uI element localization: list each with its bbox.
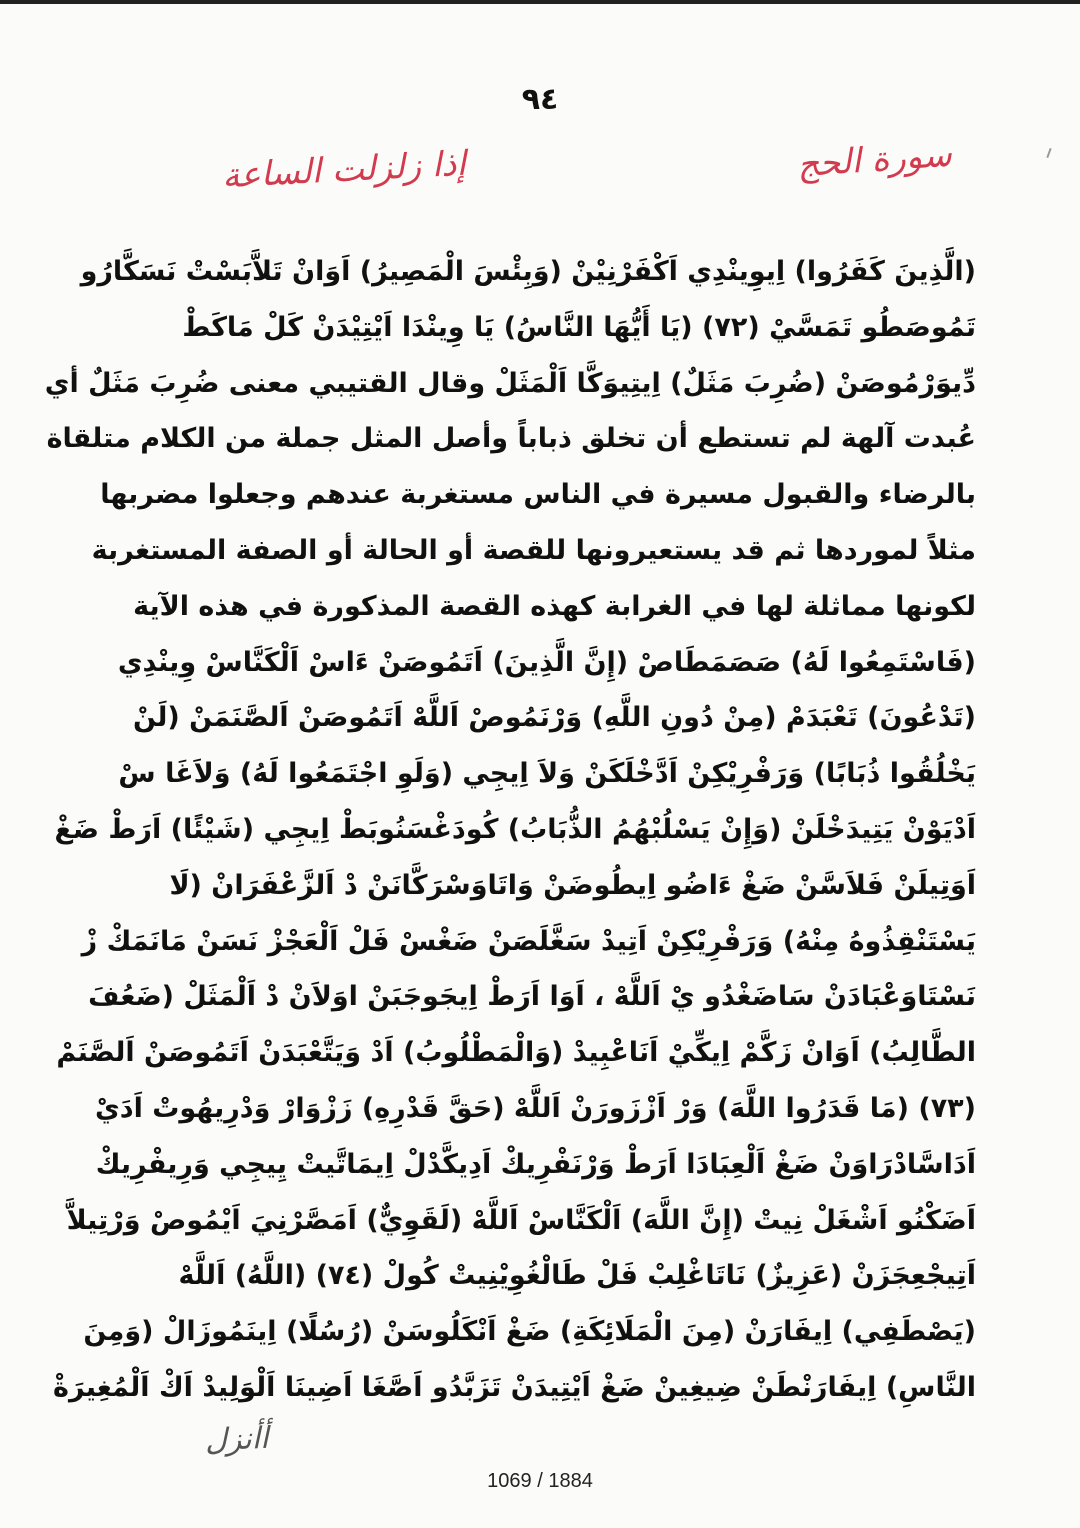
text-line: اَضَكْنُو اَشْغَلْ نِيتْ (إِنَّ اللَّهَ) اَلْكَنَّاسْ اَللَّهْ (لَقَوِيٌّ) اَمَصَّرْنِيَ اَيْمُوصْ وَرْتِيلاَّ [66, 1204, 976, 1236]
handwritten-surah-title: سورة الحج [795, 134, 954, 186]
text-line: لكونها مماثلة لها في الغرابة كهذه القصة المذكورة في هذه الآية [133, 590, 976, 622]
margin-mark [1046, 148, 1051, 158]
text-line: نَسْتَاوَعْبَادَنْ سَاضَغْدُو يْ اَللَّهْ ، اَوَا اَرَطْ اِيجَوجَبَنْ اوَلاَنْ دْ اَلْمَثَلْ (ضَعُفَ [88, 981, 976, 1013]
text-line: اَدْيَوْنْ يَتِيدَخْلَنْ (وَإِنْ يَسْلُبْهُمُ الذُّبَابُ) كُودَغْسَنُوبَطْ اِيجِي (شَيْئًا) اَرَطْ ضَغْ [54, 813, 976, 845]
text-line: اَوَتِيلَنْ فَلاَسَّنْ ضَغْ ءَاضُو اِيطُوضَنْ وَاتَاوَسْرَكَّانَنْ دْ اَلزَّعْفَرَانْ (لَا [169, 869, 976, 901]
text-line: بالرضاء والقبول مسيرة في الناس مستغربة عندهم وجعلوا مضربها [100, 479, 976, 511]
scan-right-edge [1070, 0, 1080, 2]
text-line: دِّيوَرْمُوصَنْ (ضُرِبَ مَثَلٌ) اِيتِيوَكَّا اَلْمَثَلْ وقال القتيبي معنى ضُرِبَ مَثَلٌ أي [44, 367, 976, 399]
text-line: الطَّالِبُ) اَوَانْ زَكَّمْ اِيكِّيْ اَنَاعْبِيدْ (وَالْمَطْلُوبُ) اَدْ وَيَتَّعْبَدَنْ اَتَمُوصَنْ اَلصَّنَمْ [56, 1037, 976, 1069]
text-line: اَتِيجْعِجَزَنْ (عَزِيزٌ) نَاتَاغْلِبْ فَلْ طَالْغُوِيْنِيتْ كُولْ (٧٤) (اللَّهُ) اَللَّهْ [178, 1260, 976, 1292]
text-line: (الَّذِينَ كَفَرُوا) اِيوِينْدِي اَكْفَرْنِيْنْ (وَبِئْسَ الْمَصِيرُ) اَوَانْ تَلاَّبَسْتْ نَسَكَّارُو [80, 256, 976, 287]
body-text [44, 244, 976, 1416]
text-line: عُبدت آلهة لم تستطع أن تخلق ذباباً وأصل المثل جملة من الكلام متلقاة [46, 423, 976, 455]
text-line: النَّاسِ) اِيفَارَنْطَنْ ضِيغِينْ ضَغْ اَيْتِيدَنْ تَزَبَّدُو اَصَّغَا اَضِينَا اَلْوَلِيدْ اَكْ اَلْمُغِيرَةْ [53, 1371, 976, 1403]
text-line: تَمُوصَطُو تَمَسَّيْ (٧٢) (يَا أَيُّهَا النَّاسُ) يَا وِينْدَا اَيْتِيْدَنْ كَلْ مَاكَطْ [182, 311, 976, 343]
text-line: (٧٣) (مَا قَدَرُوا اللَّهَ) وَرْ اَزْزَورَنْ اَللَّهْ (حَقَّ قَدْرِهِ) زَزْوَارْ وَدْرِيهُوتْ اَدَيْ [94, 1092, 976, 1124]
page-number: ٩٤ [521, 82, 559, 117]
page-counter: 1069 / 1884 [487, 1470, 593, 1492]
text-line: يَخْلُقُوا ذُبَابًا) وَرَفْرِيْكِنْ اَدَّخْلَكَنْ وَلاَ اِيجِي (وَلَوِ اجْتَمَعُوا لَهُ) وَلاَغَا سْ [118, 758, 976, 790]
text-line: يَسْتَنْقِذُوهُ مِنْهُ) وَرَفْرِيْكِنْ اَتِيدْ سَغَّلَصَنْ ضَغْسْ فَلْ اَلْعَجْزْ نَسَنْ مَانَمَكْ زْ [81, 925, 976, 957]
text-line: (يَصْطَفِي) اِيفَارَنْ (مِنَ الْمَلَائِكَةِ) ضَغْ اَنْكَلُوسَنْ (رُسُلًا) اِينَمُوزَالْ (وَمِنَ [83, 1316, 976, 1348]
scan-top-edge [0, 0, 1080, 4]
handwritten-section-title: إذا زلزلت الساعة [221, 143, 467, 197]
text-line: مثلاً لموردها ثم قد يستعيرونها للقصة أو الحالة أو الصفة المستغربة [91, 534, 976, 566]
text-line: (تَدْعُونَ) تَعْبَدَمْ (مِنْ دُونِ اللَّهِ) وَرْنَمُوصْ اَللَّهْ اَتَمُوصَنْ اَلصَّنَمَنْ (لَنْ [133, 702, 976, 734]
text-line: اَدَاسَّادْرَاوَنْ ضَغْ اَلْعِبَادَا اَرَطْ وَرْنَفْرِيكْ اَدِيكَّدْلْ اِيمَاتَّيتْ يِيجِي وَرِيفْرِيكْ [95, 1148, 976, 1180]
handwritten-catchword: أأنزل [204, 1420, 269, 1459]
text-line: (فَاسْتَمِعُوا لَهُ) صَصَمَطَاصْ (إِنَّ الَّذِينَ) اَتَمُوصَنْ ءَاسْ اَلْكَنَّاسْ وِينْدِي [117, 646, 976, 678]
